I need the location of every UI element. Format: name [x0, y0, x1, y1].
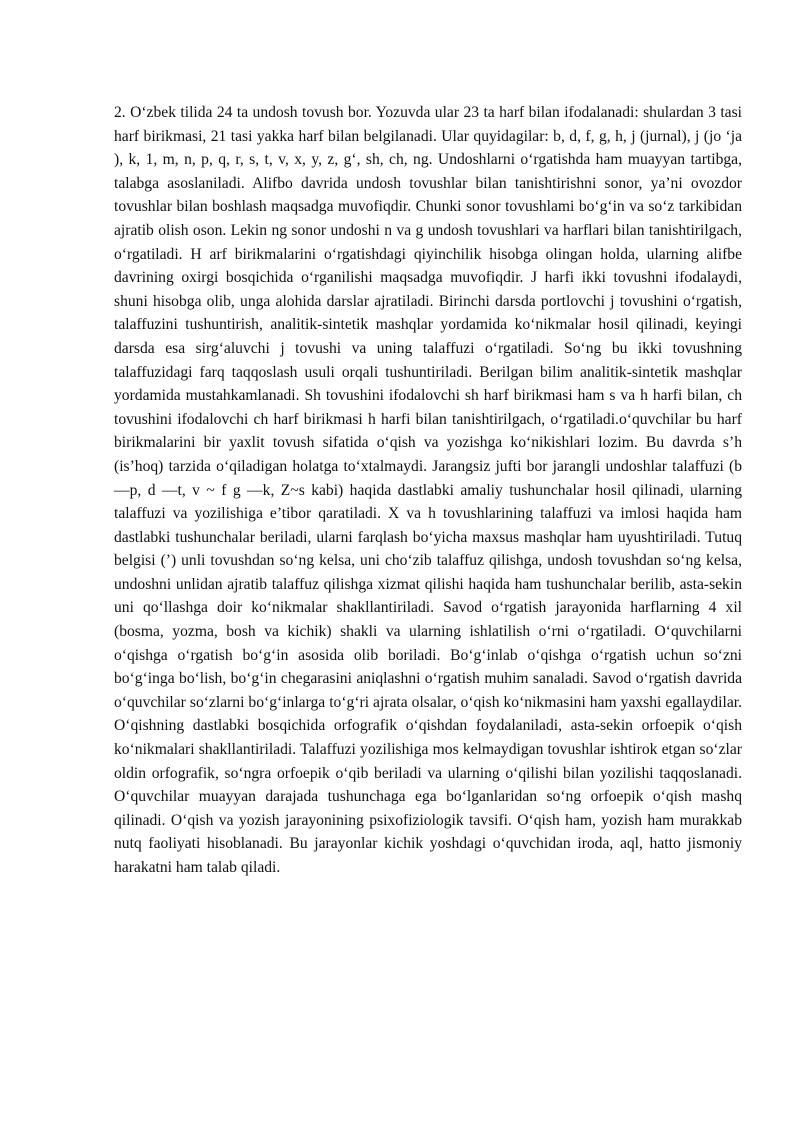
body-paragraph: 2. O‘zbek tilida 24 ta undosh tovush bor. Yozuvda ular 23 ta harf bilan ifodalanadi: shulardan 3 tasi harf birikmasi, 21 tasi yakka harf bilan belgilanadi. Ular quyidagilar: b, d, f, g, h, j (jurnal), j (jo ‘ja ), k, 1, m, n, p, q, r, s, t, v, x, y, z, g‘, sh, ch, ng. Undoshlarni o‘rgatishda ham muayyan tartibga, talabga asoslaniladi. Alifbo davrida undosh tovushlar bilan tanishtirishni sonor, ya’ni ovozdor tovushlar bilan boshlash maqsadga muvofiqdir. Chunki sonor tovushlami bo‘g‘in va so‘z tarkibidan ajratib olish oson. Lekin ng sonor undoshi n va g undosh tovushlari va harflari bilan tanishtirilgach, o‘rgatiladi. H arf birikmalarini o‘rgatishdagi qiyinchilik hisobga olingan holda, ularning alifbe davrining oxirgi bosqichida o‘rganilishi maqsadga muvofiqdir. J harfi ikki tovushni ifodalaydi, shuni hisobga olib, unga alohida darslar ajratiladi. Birinchi darsda portlovchi j tovushini o‘rgatish, talaffuzini tushuntirish, analitik-sintetik mashqlar yordamida ko‘nikmalar hosil qilinadi, keyingi darsda esa sirg‘aluvchi j tovushi va uning talaffuzi o‘rgatiladi. So‘ng bu ikki tovushning talaffuzidagi farq taqqoslash usuli orqali tushuntiriladi. Berilgan bilim analitik-sintetik mashqlar yordamida mustahkamlanadi. Sh tovushini ifodalovchi sh harf birikmasi ham s va h harfi bilan, ch tovushini ifodalovchi ch harf birikmasi h harfi bilan tanishtirilgach, o‘rgatiladi.o‘quvchilar bu harf birikmalarini bir yaxlit tovush sifatida o‘qish va yozishga ko‘nikishlari lozim. Bu davrda s’h (is’hoq) tarzida o‘qiladigan holatga to‘xtalmaydi. Jarangsiz jufti bor jarangli undoshlar talaffuzi (b —p, d —t, v ~ f g —k, Z~s kabi) haqida dastlabki amaliy tushunchalar hosil qilinadi, ularning talaffuzi va yozilishiga e’tibor qaratiladi. X va h tovushlarining talaffuzi va imlosi haqida ham dastlabki tushunchalar beriladi, ularni farqlash bo‘yicha maxsus mashqlar ham uyushtiriladi. Tutuq belgisi (’) unli tovushdan so‘ng kelsa, uni cho‘zib talaffuz qilishga, undosh tovushdan so‘ng kelsa, undoshni unlidan ajratib talaffuz qilishga xizmat qilishi haqida ham tushunchalar berilib, asta-sekin uni qo‘llashga doir ko‘nikmalar shakllantiriladi. Savod o‘rgatish jarayonida harflarning 4 xil (bosma, yozma, bosh va kichik) shakli va ularning ishlatilish o‘rni o‘rgatiladi. O‘quvchilarni o‘qishga o‘rgatish bo‘g‘in asosida olib boriladi. Bo‘g‘inlab o‘qishga o‘rgatish uchun so‘zni bo‘g‘inga bo‘lish, bo‘g‘in chegarasini aniqlashni o‘rgatish muhim sanaladi. Savod o‘rgatish davrida o‘quvchilar so‘zlarni bo‘g‘inlarga to‘g‘ri ajrata olsalar, o‘qish ko‘nikmasini ham yaxshi egallaydilar. O‘qishning dastlabki bosqichida orfografik o‘qishdan foydalaniladi, asta-sekin orfoepik o‘qish ko‘nikmalari shakllantiriladi. Talaffuzi yozilishiga mos kelmaydigan tovushlar ishtirok etgan so‘zlar oldin orfografik, so‘ngra orfoepik o‘qib beriladi va ularning o‘qilishi bilan yozilishi taqqoslanadi. O‘quvchilar muayyan darajada tushunchaga ega bo‘lganlaridan so‘ng orfoepik o‘qish mashq qilinadi. O‘qish va yozish jarayonining psixofiziologik tavsifi. O‘qish ham, yozish ham murakkab nutq faoliyati hisoblanadi. Bu jarayonlar kichik yoshdagi o‘quvchidan iroda, aql, hatto jismoniy harakatni ham talab qiladi. [114, 104, 742, 876]
